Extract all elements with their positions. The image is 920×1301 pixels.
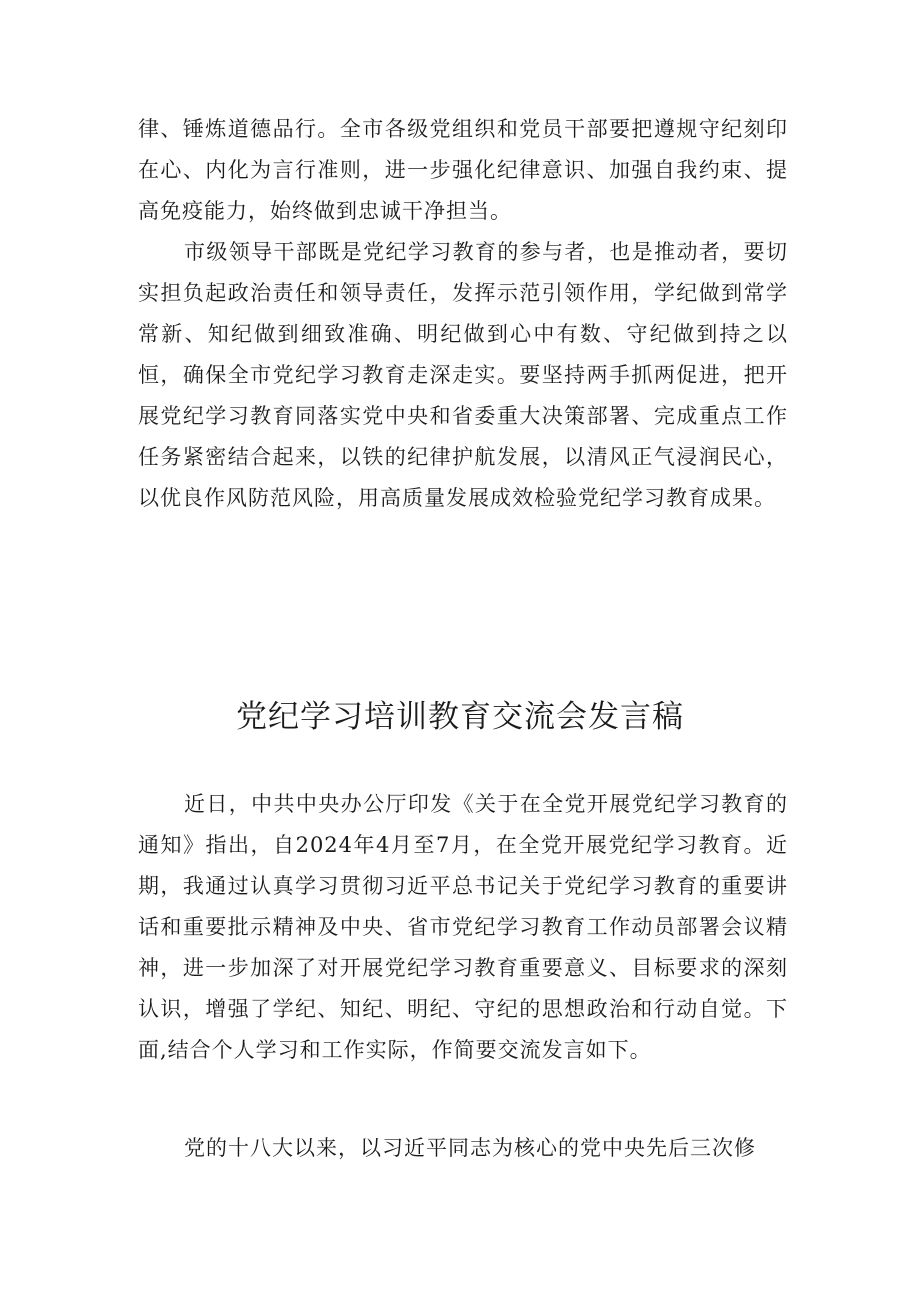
paragraph-history: 党的十八大以来，以习近平同志为核心的党中央先后三次修 — [184, 1136, 756, 1160]
document-title: 党纪学习培训教育交流会发言稿 — [236, 699, 684, 735]
paragraph-intro: 近日，中共中央办公厅印发《关于在全党开展党纪学习教育的通知》指出，自2024年4月至7月，在全党开展党纪学习教育。近期，我通过认真学习贯彻习近平总书记关于党纪学习教育的重要讲话和重要批示精神及中央、省市党纪学习教育工作动员部署会议精神，进一步加深了对开展党纪学习教育重要意义、目标要求的深刻认识，增强了学纪、知纪、明纪、守纪的思想政治和行动自觉。下面,结合个人学习和工作实际，作简要交流发言如下。 — [138, 792, 788, 1062]
paragraph-continuation: 律、锤炼道德品行。全市各级党组织和党员干部要把遵规守纪刻印在心、内化为言行准则，进一步强化纪律意识、加强自我约束、提高免疫能力，始终做到忠诚干净担当。 — [138, 117, 788, 223]
paragraph-leadership: 市级领导干部既是党纪学习教育的参与者，也是推动者，要切实担负起政治责任和领导责任，发挥示范引领作用，学纪做到常学常新、知纪做到细致准确、明纪做到心中有数、守纪做到持之以恒，确保全市党纪学习教育走深走实。要坚持两手抓两促进，把开展党纪学习教育同落实党中央和省委重大决策部署、完成重点工作任务紧密结合起来，以铁的纪律护航发展，以清风正气浸润民心，以优良作风防范风险，用高质量发展成效检验党纪学习教育成果。 — [138, 240, 788, 510]
